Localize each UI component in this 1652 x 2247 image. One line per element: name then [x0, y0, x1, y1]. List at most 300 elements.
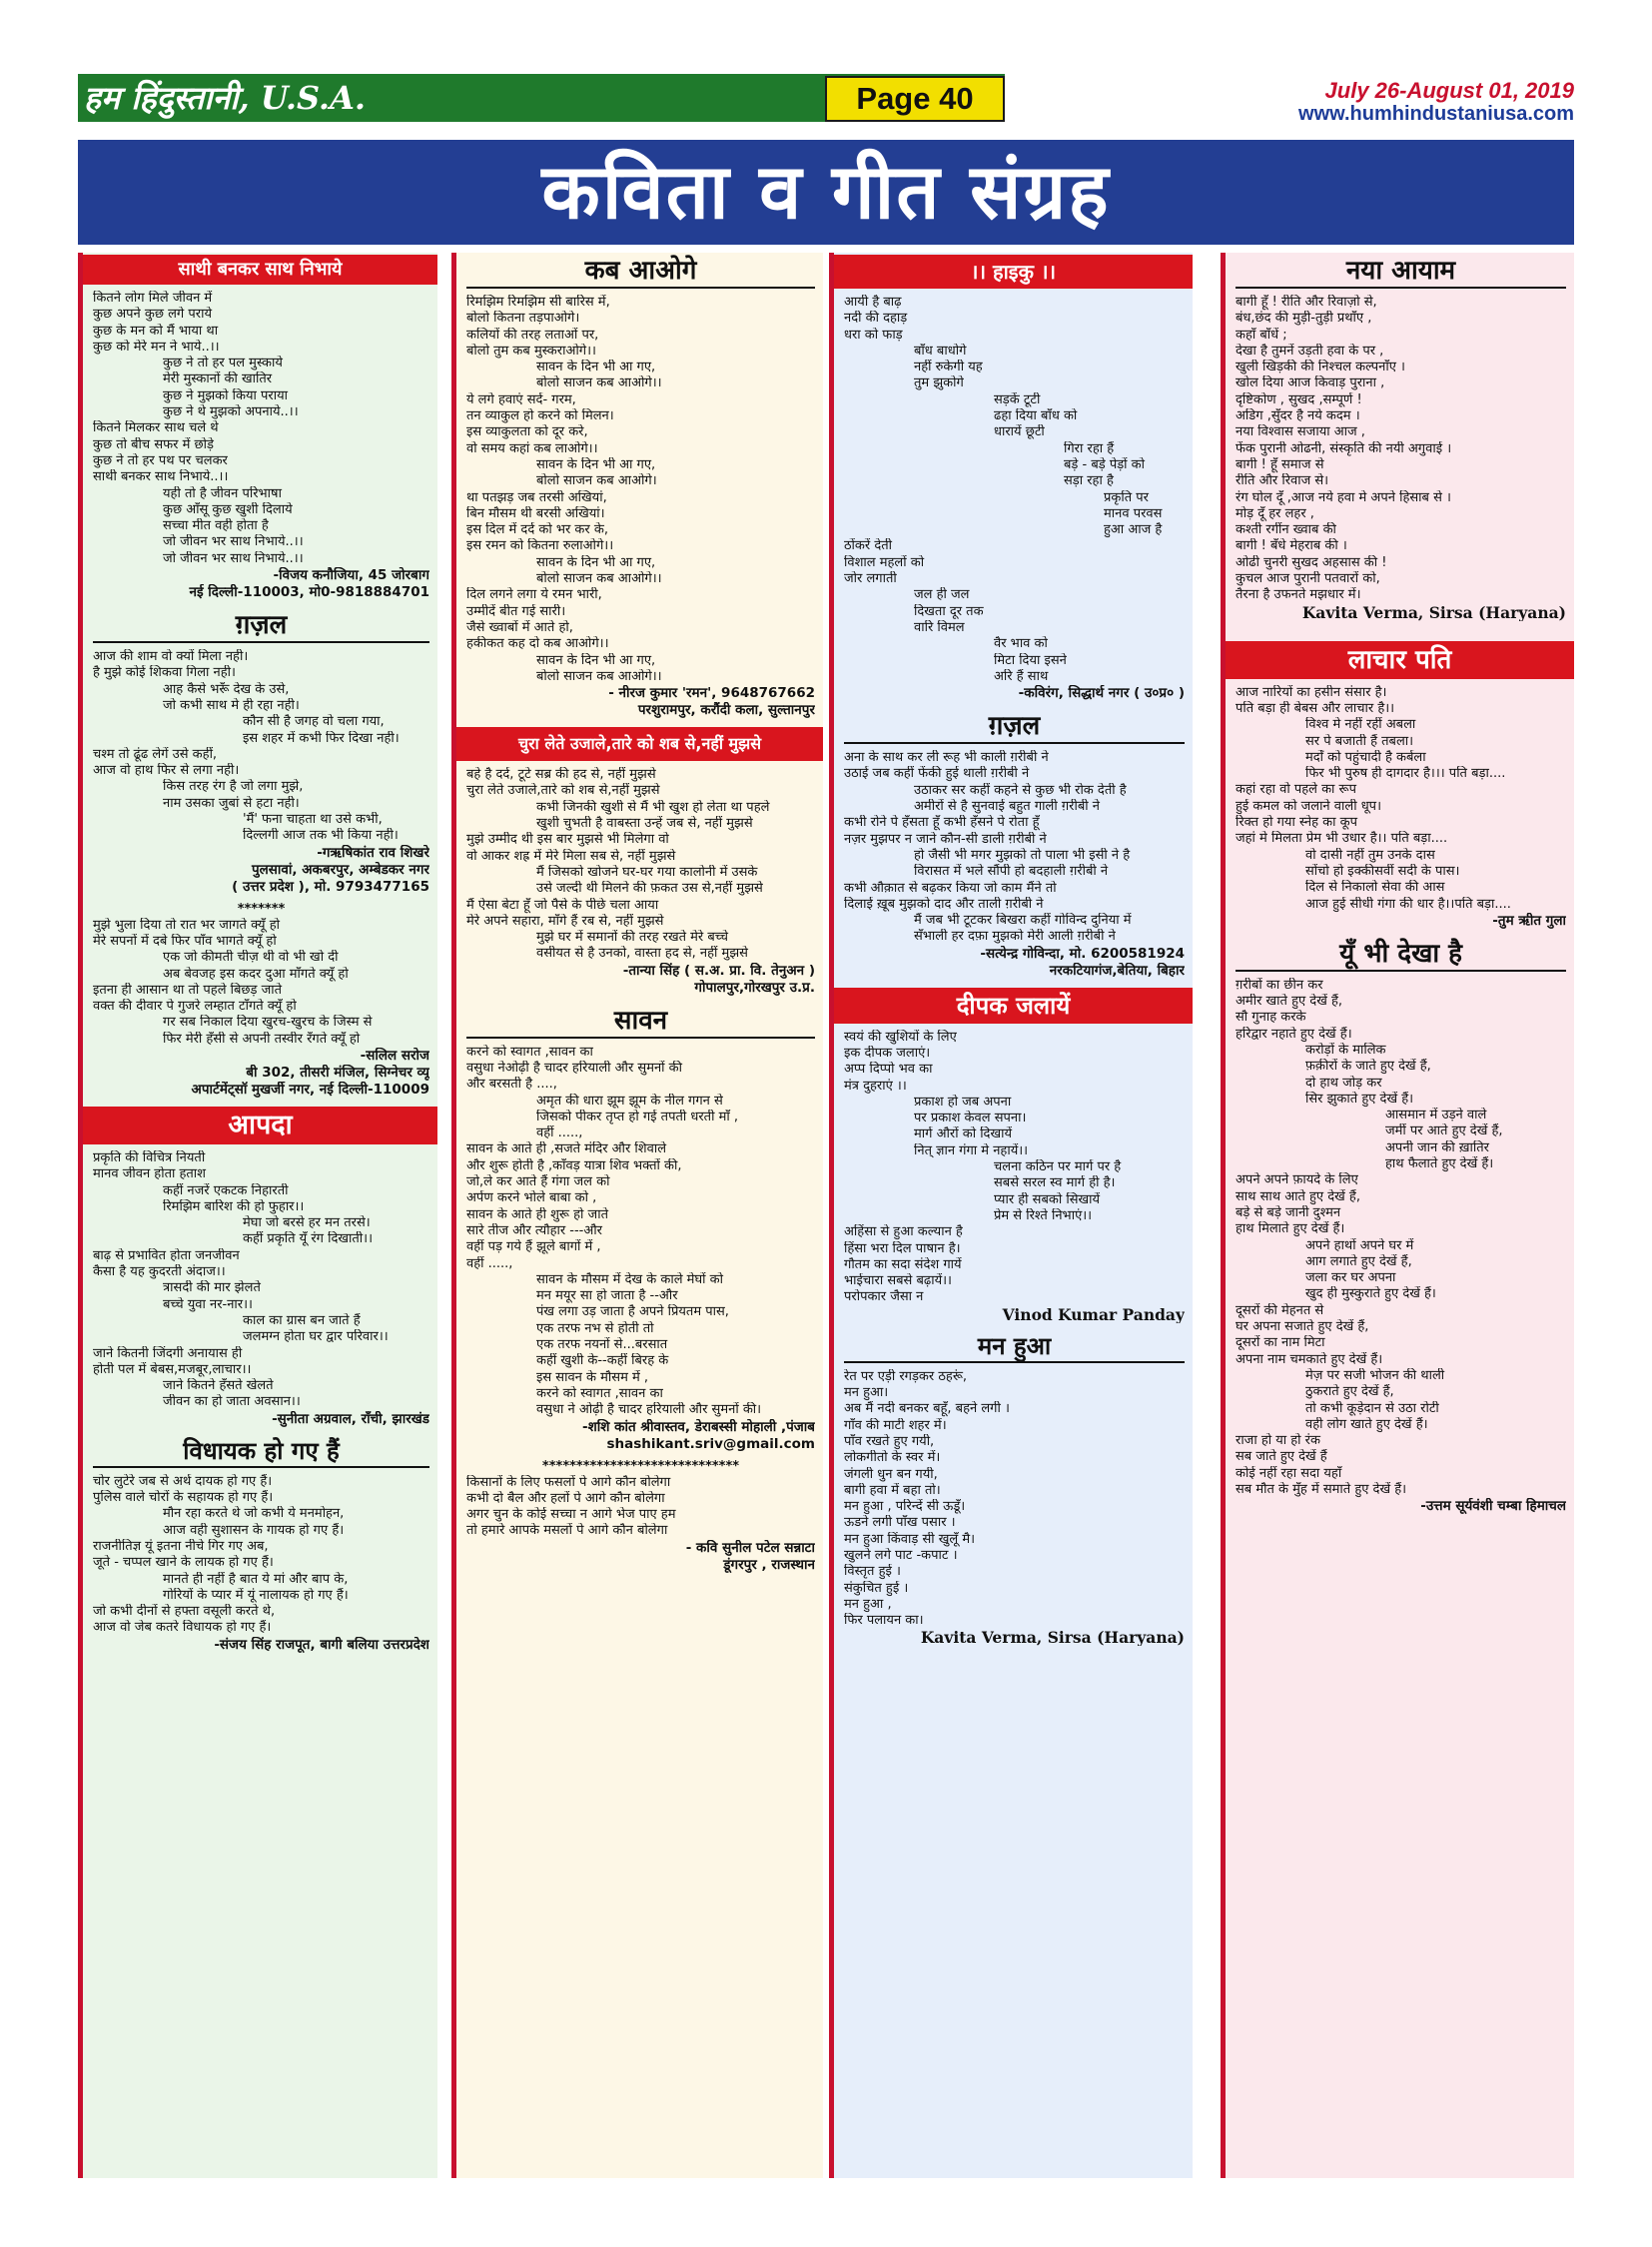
- poem-line: ठुकराते हुए देखें हैं,: [1305, 1384, 1394, 1400]
- poem-line: बागी ! बँधे मेहराब की ।: [1236, 538, 1347, 554]
- poem-line: मिटा दिया इसने: [994, 652, 1067, 668]
- poem-line: सावन के आते ही ,सजते मंदिर और शिवाले: [466, 1141, 667, 1157]
- poem-body: [466, 767, 815, 963]
- poem-title: नया आयाम: [1236, 255, 1566, 289]
- poem-author: [93, 567, 429, 607]
- poem-body: [1236, 685, 1566, 913]
- newspaper-title: हम हिंदुस्तानी, U.S.A.: [84, 79, 367, 117]
- poem-line: करने को स्वागत ,सावन का: [536, 1385, 663, 1401]
- author-line: -तान्या सिंह ( स.अ. प्रा. वि. तेनुअन ): [622, 962, 815, 979]
- poem-line: रीति और रिवाज से।: [1236, 473, 1329, 489]
- poem-line: आज वही सुशासन के गायक हो गए हैं।: [163, 1522, 345, 1538]
- poem-line: जमीं पर आते हुए देखें हैं,: [1385, 1124, 1503, 1139]
- poem-line: नित् ज्ञान गंगा मे नहायें।।: [914, 1142, 1029, 1158]
- separator: *******: [237, 901, 286, 917]
- poem-line: कुछ के मन को मैं भाया था: [93, 323, 219, 339]
- poem-line: विश्व मे नहीं रहीं अबला: [1305, 717, 1416, 733]
- poem-line: वैर भाव को: [994, 636, 1048, 652]
- poem-line: चुरा लेते उजाले,तारे को शब से,नहीं मुझसे: [466, 783, 660, 799]
- poem-line: वहीं .....,: [466, 1255, 513, 1271]
- author-line: - नीरज कुमार 'रमन', 9648767662: [608, 685, 815, 702]
- poem-line: आग लगाते हुए देखें हैं,: [1305, 1253, 1412, 1269]
- poem-line: मुझे भुला दिया तो रात भर जागते क्यूँ हो: [93, 917, 280, 933]
- poem-line: अपने अपने फ़ायदे के लिए: [1236, 1172, 1358, 1188]
- poem-line: मर्दों को पहुंचादी है कर्बला: [1305, 749, 1426, 765]
- poem-body: [466, 1045, 815, 1419]
- author-line: -कविरंग, सिद्धार्थ नगर ( उ०प्र० ): [1018, 685, 1185, 702]
- poem-title: सावन: [466, 1005, 815, 1039]
- poem-line: ये लगे हवाएं सर्द- गरम,: [466, 391, 576, 407]
- poem-line: कैसा है यह कुदरती अंदाज।।: [93, 1264, 226, 1280]
- poem-body: [93, 918, 429, 1048]
- poem-line: मोड़ दूँ हर लहर ,: [1236, 505, 1314, 521]
- poem-title: यूँ भी देखा है: [1236, 938, 1566, 972]
- poem-line: बोलो साजन कब आओगे।: [536, 473, 657, 489]
- poem-line: मन मयूर सा हो जाता है --और: [536, 1288, 678, 1304]
- poem-line: चलना कठिन पर मार्ग पर है: [994, 1159, 1122, 1175]
- poem-line: जो कभी दीनों से हफ्ता वसूली करते थे,: [93, 1604, 276, 1620]
- poem-line: सर पे बजाती हैं तबला।: [1305, 733, 1414, 749]
- poem-line: था पतझड़ जब तरसी अखियां,: [466, 489, 607, 505]
- poem-line: आयी है बाढ़: [844, 295, 902, 310]
- author-line: -विजय कनौजिया, 45 जोरबाग: [273, 567, 429, 584]
- poem-line: नज़र मुझपर न जाने कौन-सी डाली ग़रीबी ने: [844, 831, 1047, 847]
- poem-line: जैसे ख्वाबों में आते हो,: [466, 619, 573, 635]
- poem-line: तैरना है उफनते मझधार में।: [1236, 587, 1361, 603]
- poem-line: भाईचारा सबसे बढ़ायें।।: [844, 1273, 952, 1289]
- poem-title: साथी बनकर साथ निभाये: [83, 255, 437, 285]
- poem-line: सावन के आते ही शुरू हो जाते: [466, 1206, 608, 1222]
- author-line: ( उत्तर प्रदेश ), मो. 9793477165: [232, 878, 429, 895]
- poem-line: ठोंकरें देती: [844, 538, 893, 554]
- poem-author: [466, 1540, 815, 1580]
- poem-line: अमृत की धारा झूम झूम के नील गगन से: [536, 1093, 723, 1109]
- poem-line: खुलने लगे पाट -कपाट ।: [844, 1548, 958, 1563]
- poem-line: प्रकृति की विचित्र नियती: [93, 1149, 206, 1165]
- poem-line: फ़क़ीरों के जाते हुए देखें हैं,: [1305, 1059, 1431, 1075]
- poem-line: जो जीवन भर साथ निभाये..।।: [163, 550, 304, 566]
- poem-line: जाने कितने हँसते खेलते: [163, 1378, 274, 1394]
- poem-line: हरिद्वार नहाते हुए देखें हैं।: [1236, 1026, 1352, 1042]
- poem-body: [844, 1030, 1185, 1306]
- poem-line: मानव जीवन होता हताश: [93, 1166, 207, 1182]
- author-line: नई दिल्ली-110003, मो0-9818884701: [189, 584, 429, 601]
- author-line: बी 302, तीसरी मंजिल, सिग्नेचर व्यू: [246, 1064, 429, 1081]
- poem-line: जलमग्न होता घर द्वार परिवार।।: [243, 1329, 389, 1345]
- poem-line: करने को स्वागत ,सावन का: [466, 1044, 593, 1060]
- poem-title: विधायक हो गए हैं: [93, 1436, 429, 1468]
- poem-line: खोल दिया आज किवाड़ पुराना ,: [1236, 375, 1385, 391]
- poem-line: उम्मीदें बीत गई सारी।: [466, 603, 566, 619]
- poem-line: जो कभी साथ मे ही रहा नही।: [163, 697, 300, 713]
- poem-line: मार्ग औरों को दिखायें: [914, 1126, 1013, 1142]
- poem-line: देखा है तुमनें उड़ती हवा के पर ,: [1236, 343, 1384, 359]
- author-line: पुलसावां, अकबरपुर, अम्बेडकर नगर: [251, 861, 429, 878]
- poem-line: हाथ फैलाते हुए देखें हैं।: [1385, 1156, 1494, 1172]
- poem-line: ढहा दिया बाँध को: [994, 408, 1078, 424]
- author-line: shashikant.sriv@gmail.com: [606, 1435, 815, 1452]
- poem-line: कुछ ने तो हर पथ पर चलकर: [93, 452, 228, 468]
- poem-line: एक जो कीमती चीज़ थी वो भी खो दी: [163, 950, 339, 966]
- poem-author: [93, 845, 429, 902]
- poem-line: पुलिस वाले चोरों के सहायक हो गए हैं।: [93, 1490, 274, 1506]
- poem-line: अब बेवजह इस कदर दुआ माँगते क्यूँ हो: [163, 966, 349, 982]
- poem-line: अपने हाथों अपने घर में: [1305, 1237, 1414, 1253]
- poem-line: बोलो कितना तड़पाओगे।: [466, 311, 580, 327]
- poem-line: मन हुआ।: [844, 1385, 889, 1401]
- poem-line: मैं जब भी टूटकर बिखरा कहीं गोविन्द दुनिया में: [914, 913, 1132, 929]
- poem-line: बागी ! हूँ समाज से: [1236, 456, 1324, 472]
- poem-line: मुझे घर में समानों की तरह रखते मेरे बच्चे: [536, 930, 728, 946]
- poem-body: [93, 649, 429, 845]
- page-number: Page 40: [825, 76, 1005, 122]
- poem-line: परोपकार जैसा न: [844, 1289, 924, 1305]
- poem-line: अमीरों से है सुनवाई बहुत गाली ग़रीबी ने: [914, 799, 1100, 815]
- poem-line: अरि हैं साथ: [994, 668, 1049, 684]
- poem-line: साथ साथ आते हुए देखें हैं,: [1236, 1188, 1360, 1204]
- poem-line: बाढ़ से प्रभावित होता जनजीवन: [93, 1247, 240, 1263]
- poem-line: कौन सी है जगह वो चला गया,: [243, 714, 385, 730]
- poem-line: कुछ आँसू कुछ खुशी दिलाये: [163, 501, 293, 517]
- poem-line: जंगली धुन बन गयी,: [844, 1466, 938, 1482]
- poem-line: सावन के दिन भी आ गए,: [536, 554, 656, 570]
- poem-line: मेज़ पर सजी भोजन की थाली: [1305, 1367, 1445, 1383]
- poem-line: इस व्याकुलता को दूर करे,: [466, 424, 588, 440]
- poem-line: और बरसती है ....,: [466, 1077, 557, 1093]
- poem-line: बिन मौसम थी बरसी अखियां।: [466, 505, 605, 521]
- poem-line: वही लोग खाते हुए देखें हैं।: [1305, 1416, 1428, 1432]
- poem-line: जोर लगाती: [844, 571, 897, 587]
- author-line: परशुरामपुर, करौंदी कला, सुल्तानपुर: [637, 702, 815, 719]
- column-2: [451, 253, 823, 2178]
- poem-author: [844, 1306, 1185, 1329]
- poem-body: [93, 291, 429, 567]
- poem-line: चोर लुटेरे जब से अर्थ दायक हो गए हैं।: [93, 1473, 273, 1489]
- poem-author: [844, 685, 1185, 708]
- poem-line: वो आकर शह्र में मेरे मिला सब से, नहीं मुझसे: [466, 848, 676, 864]
- poem-author: [844, 1629, 1185, 1652]
- poem-line: दिल से निकालो सेवा की आस: [1305, 880, 1445, 896]
- poem-line: दिखता दूर तक: [914, 603, 984, 619]
- poem-title: ग़ज़ल: [93, 609, 429, 643]
- poem-line: दूसरों की मेहनत से: [1236, 1302, 1324, 1318]
- poem-line: साथी बनकर साथ निभाये..।।: [93, 469, 229, 485]
- poem-line: कोई नहीं रहा सदा यहाँ: [1236, 1465, 1342, 1481]
- poem-line: कभी रोने पे हँसता हूँ कभी हँसने पे रोता हूँ: [844, 815, 1040, 831]
- poem-line: आज हुई सीधी गंगा की धार है।।पति बड़ा....: [1305, 896, 1511, 912]
- poem-line: बागी हूँ ! रीति और रिवाज़ो से,: [1236, 295, 1377, 310]
- poem-line: बागी हवा में बहा तो।: [844, 1482, 941, 1498]
- poem-line: किस तरह रंग है जो लगा मुझे,: [163, 779, 304, 795]
- poem-line: प्रकृति पर: [1104, 489, 1149, 505]
- author-line: -सुनीता अग्रवाल, राँची, झारखंड: [272, 1410, 429, 1427]
- poem-line: नया विश्वास सजाया आज ,: [1236, 424, 1365, 440]
- poem-line: कहाँ बाँधें ;: [1236, 327, 1287, 343]
- poem-line: आसमान में उड़ने वाले: [1385, 1108, 1487, 1124]
- poem-line: मैं जिसको खोजने घर-घर गया कालोनी में उसके: [536, 864, 758, 880]
- poem-line: हाथ मिलाते हुए देखें हैं।: [1236, 1221, 1345, 1237]
- poem-title: चुरा लेते उजाले,तारे को शब से,नहीं मुझसे: [456, 727, 823, 761]
- author-line: -सत्येन्द्र गोविन्दा, मो. 6200581924: [980, 945, 1185, 962]
- poem-line: वसीयत से है उनको, वास्ता हद से, नहीं मुझसे: [536, 946, 748, 962]
- poem-line: फिर भी पुरुष ही दागदार है।।। पति बड़ा....: [1305, 766, 1506, 782]
- poem-line: वो दासी नहीं तुम उनके दास: [1305, 847, 1435, 863]
- author-line: -सलिल सरोज: [360, 1047, 429, 1064]
- poem-line: सावन के दिन भी आ गए,: [536, 360, 656, 375]
- poem-line: पति बड़ा ही बेबस और लाचार है।।: [1236, 700, 1395, 716]
- poem-title: लाचार पति: [1226, 641, 1574, 679]
- poem-line: धरा को फाड़: [844, 327, 903, 343]
- poem-line: अर्पण करने भोले बाबा को ,: [466, 1190, 597, 1206]
- poem-line: बंध,छंद की मुड़ी-तुड़ी प्रथाँए ,: [1236, 311, 1372, 327]
- section-banner: कविता व गीत संग्रह: [78, 140, 1574, 245]
- poem-line: पर प्रकाश केवल सपना।: [914, 1111, 1027, 1126]
- poem-line: आज वो जेब कतरे विधायक हो गए हैं।: [93, 1620, 272, 1636]
- poem-line: मेरे सपनों में दबे फिर पाँव भागते क्यूँ हो: [93, 933, 277, 949]
- author-line: Kavita Verma, Sirsa (Haryana): [920, 1629, 1185, 1647]
- poem-line: कुछ ने मुझको किया पराया: [163, 387, 289, 403]
- poem-title: ग़ज़ल: [844, 710, 1185, 744]
- poem-line: मौन रहा करते थे जो कभी ये मनमोहन,: [163, 1506, 345, 1522]
- poem-line: वसुधा ने ओढ़ी है चादर हरियाली और सुमनों की।: [536, 1402, 762, 1418]
- poem-line: जो जीवन भर साथ निभाये..।।: [163, 534, 304, 550]
- poem-line: मन हुआ ,: [844, 1596, 892, 1612]
- poem-author: [93, 1637, 429, 1660]
- poem-line: उसे जल्दी थी मिलने की फ़कत उस से,नहीं मुझसे: [536, 881, 763, 897]
- poem-line: कुचल आज पुरानी पतवारों को,: [1236, 571, 1380, 587]
- poem-author: [1236, 1498, 1566, 1521]
- poem-author: [844, 946, 1185, 986]
- poem-line: त्रासदी की मार झेलते: [163, 1280, 261, 1296]
- poem-line: दूसरों का नाम मिटा: [1236, 1335, 1325, 1351]
- poem-body: [93, 1150, 429, 1411]
- poem-line: सबसे सरल स्व मार्ग ही है।: [994, 1175, 1116, 1191]
- poem-line: और शुरू होती है ,काँवड़ यात्रा शिव भक्तों की,: [466, 1157, 682, 1173]
- author-line: -उत्तम सूर्यवंशी चम्बा हिमाचल: [1420, 1498, 1566, 1515]
- poem-line: वसुधा नेओढ़ी है चादर हरियाली और सुमनों की: [466, 1060, 683, 1076]
- poem-line: जहां मे मिलता प्रेम भी उधार है।। पति बड़ा....: [1236, 831, 1448, 847]
- poem-line: मेरी मुस्कानों की खातिर: [163, 372, 273, 387]
- poem-line: आज वो हाथ फिर से लगा नही।: [93, 763, 240, 779]
- poem-line: रंग घोल दूँ ,आज नये हवा मे अपने हिसाब से ।: [1236, 489, 1451, 505]
- poem-line: सच्चा मीत वही होता है: [163, 518, 269, 534]
- poem-line: है मुझे कोई शिकवा गिला नही।: [93, 665, 236, 681]
- author-line: डूंगरपुर , राजस्थान: [723, 1556, 815, 1573]
- poem-line: कभी औक़ात से बढ़कर किया जो काम मैंने तो: [844, 880, 1057, 896]
- author-line: Vinod Kumar Panday: [1002, 1305, 1185, 1323]
- poem-line: दिलाई ख़ूब मुझको दाद और ताली ग़रीबी ने: [844, 896, 1044, 912]
- poem-line: सिर झुकाते हुए देखें हैं।: [1305, 1091, 1414, 1107]
- poem-title: मन हुआ: [844, 1331, 1185, 1363]
- poem-line: बच्चे युवा नर-नार।।: [163, 1296, 253, 1312]
- poem-line: उठाकर सर कहीं कहने से कुछ भी रोक देती है: [914, 782, 1127, 798]
- poem-line: कहां रहा वो पहले का रूप: [1236, 782, 1357, 798]
- poem-line: मंत्र दुहराएं ।।: [844, 1078, 907, 1094]
- poem-line: आज नारियों का हसीन संसार है।: [1236, 684, 1387, 700]
- poem-line: खुली खिड़की की निश्चल कल्पनाँए ।: [1236, 360, 1405, 375]
- poem-line: बड़े - बड़े पेड़ों को: [1064, 456, 1146, 472]
- poem-line: तन व्याकुल हो करने को मिलन।: [466, 408, 614, 424]
- poem-line: वहीं पड़ गये हैं झूले बागों में ,: [466, 1239, 601, 1255]
- poem-line: कितने मिलकर साथ चले थे: [93, 420, 219, 436]
- poem-line: मैं ऐसा बेटा हूँ जो पैसे के पीछे चला आया: [466, 897, 659, 913]
- poem-line: रेत पर एड़ी रगड़कर ठहरूं,: [844, 1368, 968, 1384]
- poem-line: विरासत में भले सौंपी हो बदहाली ग़रीबी ने: [914, 864, 1109, 880]
- column-4: [1221, 253, 1574, 2178]
- poem-line: एक तरफ नभ से होती तो: [536, 1320, 654, 1336]
- poem-body: [93, 1474, 429, 1637]
- poem-body: [844, 750, 1185, 946]
- poem-line: हकीकत कह दो कब आओगे।।: [466, 636, 609, 652]
- poem-line: इतना ही आसान था तो पहले बिछड़ जाते: [93, 982, 283, 998]
- poem-line: सँभाली हर दफ़ा मुझको मेरी आली ग़रीबी ने: [914, 929, 1116, 945]
- poem-line: विशाल महलों को: [844, 554, 925, 570]
- separator: *****************************: [541, 1458, 740, 1474]
- poem-line: जिसको पीकर तृप्त हो गई तपती धरती माँ ,: [536, 1109, 738, 1124]
- poem-line: जीवन का हो जाता अवसान।।: [163, 1394, 301, 1410]
- poem-line: बाँध बाधोगे: [914, 343, 967, 359]
- poem-line: विस्तृत हुई ।: [844, 1564, 901, 1580]
- poem-line: धारायें छूटी: [994, 424, 1045, 440]
- poem-line: अप्प दिप्पो भव का: [844, 1062, 933, 1078]
- poem-line: इस सावन के मौसम में ,: [536, 1369, 649, 1385]
- poem-line: सावन के दिन भी आ गए,: [536, 456, 656, 472]
- poem-title: दीपक जलायें: [834, 988, 1193, 1024]
- poem-line: रिक्त हो गया स्नेह का कूप: [1236, 815, 1358, 831]
- poem-line: किसानों के लिए फसलों पे आगे कौन बोलेगा: [466, 1474, 671, 1490]
- poem-title: कब आओगे: [466, 255, 815, 289]
- poem-line: सब मौत के मुँह में समाते हुए देखें हैं।: [1236, 1482, 1407, 1497]
- column-1: [78, 253, 437, 2178]
- poem-line: जाने कितनी जिंदगी अनायास ही: [93, 1345, 243, 1361]
- poem-line: सौ गुनाह करके: [1236, 1010, 1306, 1026]
- poem-line: मेघा जो बरसे हर मन तरसे।: [243, 1215, 371, 1231]
- poem-author: [1236, 913, 1566, 936]
- author-line: -गऋषिकांत राव शिखरे: [317, 844, 429, 861]
- poem-line: होती पल में बेबस,मजबूर,लाचार।।: [93, 1361, 252, 1377]
- poem-line: करोड़ों के मालिक: [1305, 1042, 1386, 1058]
- author-line: -तुम ऋीत गुला: [1492, 912, 1566, 929]
- poem-line: फेंक पुरानी ओढनी, संस्कृति की नयी अगुवाई ।: [1236, 440, 1452, 456]
- poem-line: जल ही जल: [914, 587, 970, 603]
- poem-line: यही तो है जीवन परिभाषा: [163, 485, 282, 501]
- poem-line: बोलो साजन कब आओगे।।: [536, 571, 662, 587]
- poem-line: मानते ही नहीं है बात ये मां और बाप के,: [163, 1571, 349, 1587]
- poem-line: घर अपना सजाते हुए देखें हैं,: [1236, 1319, 1369, 1335]
- poem-line: राजा हो या हो रंक: [1236, 1433, 1320, 1449]
- poem-body: [844, 1369, 1185, 1630]
- poem-line: अहिंसा से हुआ कल्यान है: [844, 1224, 963, 1240]
- poem-line: संकुचित हुई ।: [844, 1580, 909, 1596]
- poem-line: कुछ को मेरे मन ने भाये..।।: [93, 339, 220, 355]
- poem-line: आह कैसे भरूँ देख के उसे,: [163, 681, 290, 697]
- poem-line: कलियों की तरह लताओं पर,: [466, 327, 599, 343]
- poem-line: खुद ही मुस्कुराते हुए देखें हैं।: [1305, 1286, 1436, 1302]
- poem-author: [93, 1048, 429, 1105]
- poem-line: अगर चुन के कोई सच्चा न आगे भेज पाए हम: [466, 1507, 676, 1523]
- poem-line: प्रेम से रिश्ते निभाएं।।: [994, 1207, 1093, 1223]
- poem-line: सड़कें टूटी: [994, 391, 1041, 407]
- author-line: अपार्टमेंट्सॉ मुखर्जी नगर, नई दिल्ली-110009: [191, 1081, 429, 1098]
- poem-line: कहीं खुशी के--कहीं बिरह के: [536, 1353, 669, 1369]
- poem-line: लोकगीतो के स्वर में।: [844, 1450, 941, 1466]
- poem-line: प्रकाश हो जब अपना: [914, 1094, 1012, 1110]
- issue-date: July 26-August 01, 2019: [1324, 78, 1574, 103]
- poem-line: फिर पलायन का।: [844, 1613, 924, 1629]
- poem-line: बोलो साजन कब आओगे।।: [536, 668, 662, 684]
- poem-line: मन हुआ किंवाड़ सी खुलूँ मै।: [844, 1531, 976, 1547]
- poem-line: हिंसा भरा दिल पाषान है।: [844, 1240, 961, 1256]
- poem-line: कभी दो बैल और हलों पे आगे कौन बोलेगा: [466, 1490, 665, 1506]
- poem-line: बड़े से बड़े जानी दुश्मन: [1236, 1204, 1341, 1220]
- author-line: -शशि कांत श्रीवास्तव, डेराबस्सी मोहाली ,पंजाब: [581, 1418, 815, 1435]
- poem-line: कहीं प्रकृति यूँ रंग दिखाती।।: [243, 1231, 374, 1247]
- poem-line: खुशी चुभती है वाबस्ता उन्हें जब से, नहीं मुझसे: [536, 816, 753, 832]
- poem-line: वहीं .....,: [536, 1125, 583, 1141]
- poem-line: ग़रीबों का छीन कर: [1236, 977, 1323, 993]
- poem-line: नाम उसका जुबां से हटा नही।: [163, 795, 300, 811]
- poem-author: [466, 1419, 815, 1459]
- poem-line: 'मैं' फना चाहता था उसे कभी,: [243, 812, 383, 828]
- poem-line: कुछ तो बीच सफर में छोड़े: [93, 436, 214, 452]
- poem-line: सावन के दिन भी आ गए,: [536, 652, 656, 668]
- poem-line: हुआ आज है: [1104, 522, 1163, 538]
- poem-line: अमीर खाते हुए देखें हैं,: [1236, 994, 1342, 1010]
- poem-line: फिर मेरी हँसी से अपनी तस्वीर रँगते क्यूँ हो: [163, 1031, 361, 1047]
- poem-line: पंख लगा उड़ जाता है अपने प्रियतम पास,: [536, 1304, 729, 1320]
- poem-line: ऊडने लगी पाँख पसार ।: [844, 1515, 956, 1531]
- poem-line: तो हमारे आपके मसलों पे आगे कौन बोलेगा: [466, 1523, 668, 1539]
- author-line: - कवि सुनील पटेल सन्नाटा: [685, 1539, 815, 1556]
- poem-line: वक्त की दीवार पे गुजरे लम्हात टाँगते क्यूँ हो: [93, 999, 297, 1015]
- poem-line: वो समय कहां कब लाओगे।।: [466, 440, 598, 456]
- poem-body: [844, 295, 1185, 685]
- poem-line: जला कर घर अपना: [1305, 1270, 1396, 1286]
- poem-body: [1236, 295, 1566, 604]
- author-line: नरकटियागंज,बेतिया, बिहार: [1049, 962, 1185, 979]
- poem-line: गाँव की माटी शहर में।: [844, 1417, 947, 1433]
- poem-line: मुझे उम्मीद थी इस बार मुझसे भी मिलेगा वो: [466, 832, 669, 848]
- poem-line: कुछ अपने कुछ लगे पराये: [93, 307, 212, 323]
- poem-line: वारि विमल: [914, 619, 965, 635]
- poem-line: उठाई जब कहीं फेंकी हुई थाली ग़रीबी ने: [844, 766, 1030, 782]
- poem-author: [93, 1411, 429, 1434]
- poem-line: हो जैसी भी मगर मुझको तो पाला भी इसी ने है: [914, 847, 1131, 863]
- poem-line: अना के साथ कर ली रूह भी काली ग़रीबी ने: [844, 750, 1049, 766]
- poem-line: आज की शाम वो क्यों मिला नही।: [93, 649, 249, 665]
- poem-line: इस दिल में दर्द को भर कर के,: [466, 522, 608, 538]
- poem-line: कुछ ने थे मुझको अपनाये..।।: [163, 404, 299, 420]
- website-link[interactable]: www.humhindustaniusa.com: [1298, 103, 1574, 125]
- poem-line: अडिग ,सुँदर है नये कदम ।: [1236, 408, 1360, 424]
- poem-title: आपदा: [83, 1107, 437, 1144]
- poem-title: ।। हाइकु ।।: [834, 255, 1193, 289]
- poem-body: [1236, 978, 1566, 1499]
- poem-line: दो हाथ जोड़ कर: [1305, 1075, 1382, 1091]
- poem-line: बहे है दर्द, टूटे सब्र की हद से, नहीं मुझसे: [466, 767, 656, 783]
- author-line: गोपालपुर,गोरखपुर उ.प्र.: [694, 979, 815, 996]
- author-line: -संजय सिंह राजपूत, बागी बलिया उत्तरप्रदेश: [214, 1636, 429, 1653]
- poem-line: स्वयं की खुशियों के लिए: [844, 1029, 957, 1045]
- poem-line: चश्म तो ढूंढ लेगें उसे कहीं,: [93, 746, 218, 762]
- poem-line: मेरे अपने सहारा, माँगे हैं रब से, नहीं मुझसे: [466, 913, 664, 929]
- poem-line: रिमझिम बारिश की हो फुहार।।: [163, 1198, 305, 1214]
- poem-line: सब जाते हुए देखें हैं: [1236, 1449, 1327, 1465]
- poem-line: सावन के मौसम में देख के काले मेघों को: [536, 1271, 723, 1287]
- poem-line: कहीं नजरें एकटक निहारती: [163, 1182, 289, 1198]
- poem-line: मन हुआ , परिन्दें सी ऊडूँ।: [844, 1499, 966, 1515]
- poem-line: पाँव रखते हुए गयी,: [844, 1433, 935, 1449]
